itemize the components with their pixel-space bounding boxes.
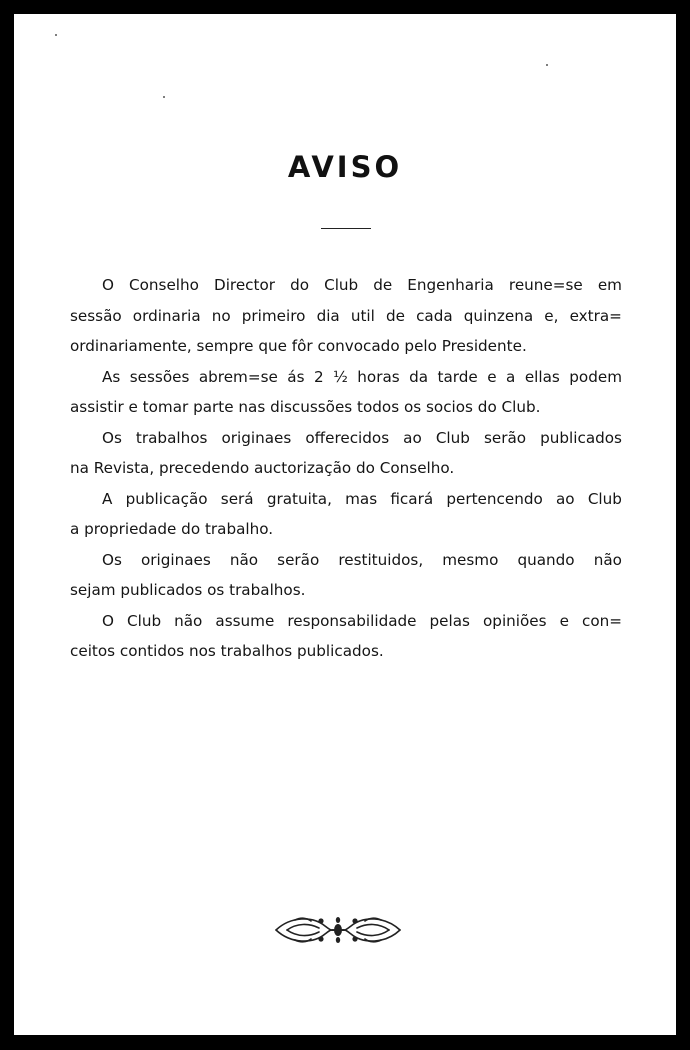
text-line-content [102, 606, 622, 637]
word: O [102, 276, 114, 294]
word: responsabilidade [287, 611, 417, 630]
word: primeiro [241, 306, 306, 325]
word: con= [581, 611, 622, 630]
word: assume [215, 611, 275, 630]
word: trabalhos [135, 428, 208, 447]
text-line [70, 545, 622, 576]
text-line-content: sejam publicados os trabalhos. [70, 581, 306, 599]
paragraph [70, 270, 622, 362]
text-line-content [102, 362, 622, 393]
word: dia [316, 306, 340, 325]
text-line [70, 301, 622, 332]
word: extra= [569, 306, 622, 325]
text-line [70, 453, 622, 484]
word: e [559, 611, 569, 630]
text-line-content: ordinariamente, sempre que fôr convocado pelo Presidente. [70, 337, 527, 355]
text-line-content: na Revista, precedendo auctorização do Conselho. [70, 459, 455, 477]
word: ficará [390, 489, 434, 508]
word: podem [569, 367, 622, 386]
word: Conselho [129, 276, 199, 294]
word: quando [517, 550, 575, 569]
word: 2 [313, 367, 324, 386]
word: ½ [333, 367, 348, 386]
word: opiniões [483, 611, 547, 630]
word: pertencendo [446, 489, 543, 508]
paragraph [70, 484, 622, 545]
word: As [102, 367, 121, 386]
word: serão [483, 428, 527, 447]
word: do [290, 276, 310, 294]
word: Club [127, 611, 162, 630]
word: A [102, 489, 113, 508]
word: de [385, 306, 405, 325]
word: Os [102, 428, 122, 447]
word: não [593, 550, 622, 569]
text-line-content [102, 423, 622, 454]
word: gratuita, [266, 489, 332, 508]
text-line [70, 423, 622, 454]
text-line [70, 331, 622, 362]
word: e [487, 367, 497, 386]
word: quinzena [463, 306, 534, 325]
paragraph [70, 606, 622, 667]
word: ás [287, 367, 305, 386]
word: mas [345, 489, 378, 508]
word: horas [357, 367, 400, 386]
print-speck [163, 96, 165, 98]
word: será [220, 489, 254, 508]
text-line [70, 514, 622, 545]
word: Club [587, 489, 622, 508]
text-line [70, 575, 622, 606]
word: O [102, 611, 114, 630]
word: Club [435, 428, 470, 447]
text-line [70, 636, 622, 667]
word: publicados [540, 428, 622, 447]
word: Engenharia [407, 276, 494, 294]
word: Os [102, 550, 122, 569]
page-title: AVISO [287, 150, 403, 184]
word: não [229, 550, 259, 569]
word: em [597, 276, 622, 294]
paragraph [70, 545, 622, 606]
text-line-content [102, 270, 622, 301]
word: ellas [524, 367, 560, 386]
word: ordinaria [132, 306, 201, 325]
word: e, [544, 306, 559, 325]
text-line [70, 392, 622, 423]
document-page [14, 14, 676, 1035]
word: no [211, 306, 231, 325]
text-line [70, 362, 622, 393]
word: não [174, 611, 203, 630]
text-line-content: assistir e tomar parte nas discussões todos os socios do Club. [70, 398, 541, 416]
word: pelas [429, 611, 470, 630]
word: Club [324, 276, 359, 294]
word: sessão [70, 306, 122, 325]
word: serão [277, 550, 320, 569]
text-line-content [70, 301, 622, 332]
ornament-icon [273, 912, 403, 948]
word: a [506, 367, 516, 386]
text-line [70, 606, 622, 637]
word: restituidos, [338, 550, 424, 569]
word: tarde [437, 367, 478, 386]
text-line-content [102, 484, 622, 515]
word: cada [416, 306, 453, 325]
word: mesmo [442, 550, 499, 569]
word: de [373, 276, 393, 294]
paragraph [70, 362, 622, 423]
word: abrem=se [198, 367, 278, 386]
word: da [409, 367, 429, 386]
text-line-content: a propriedade do trabalho. [70, 520, 274, 538]
print-speck [55, 34, 57, 36]
title-divider [321, 228, 371, 229]
word: reune=se [508, 276, 583, 294]
text-line [70, 484, 622, 515]
text-line-content: ceitos contidos nos trabalhos publicados. [70, 642, 384, 660]
paragraph [70, 423, 622, 484]
word: originaes [140, 550, 211, 569]
text-line-content [102, 545, 622, 576]
word: sessões [129, 367, 190, 386]
word: Director [214, 276, 276, 294]
word: offerecidos [305, 428, 390, 447]
text-line [70, 270, 622, 301]
word: originaes [221, 428, 292, 447]
print-speck [546, 64, 548, 66]
notice-body [70, 270, 622, 667]
word: util [350, 306, 375, 325]
word: ao [555, 489, 575, 508]
word: publicação [125, 489, 208, 508]
word: ao [403, 428, 422, 447]
